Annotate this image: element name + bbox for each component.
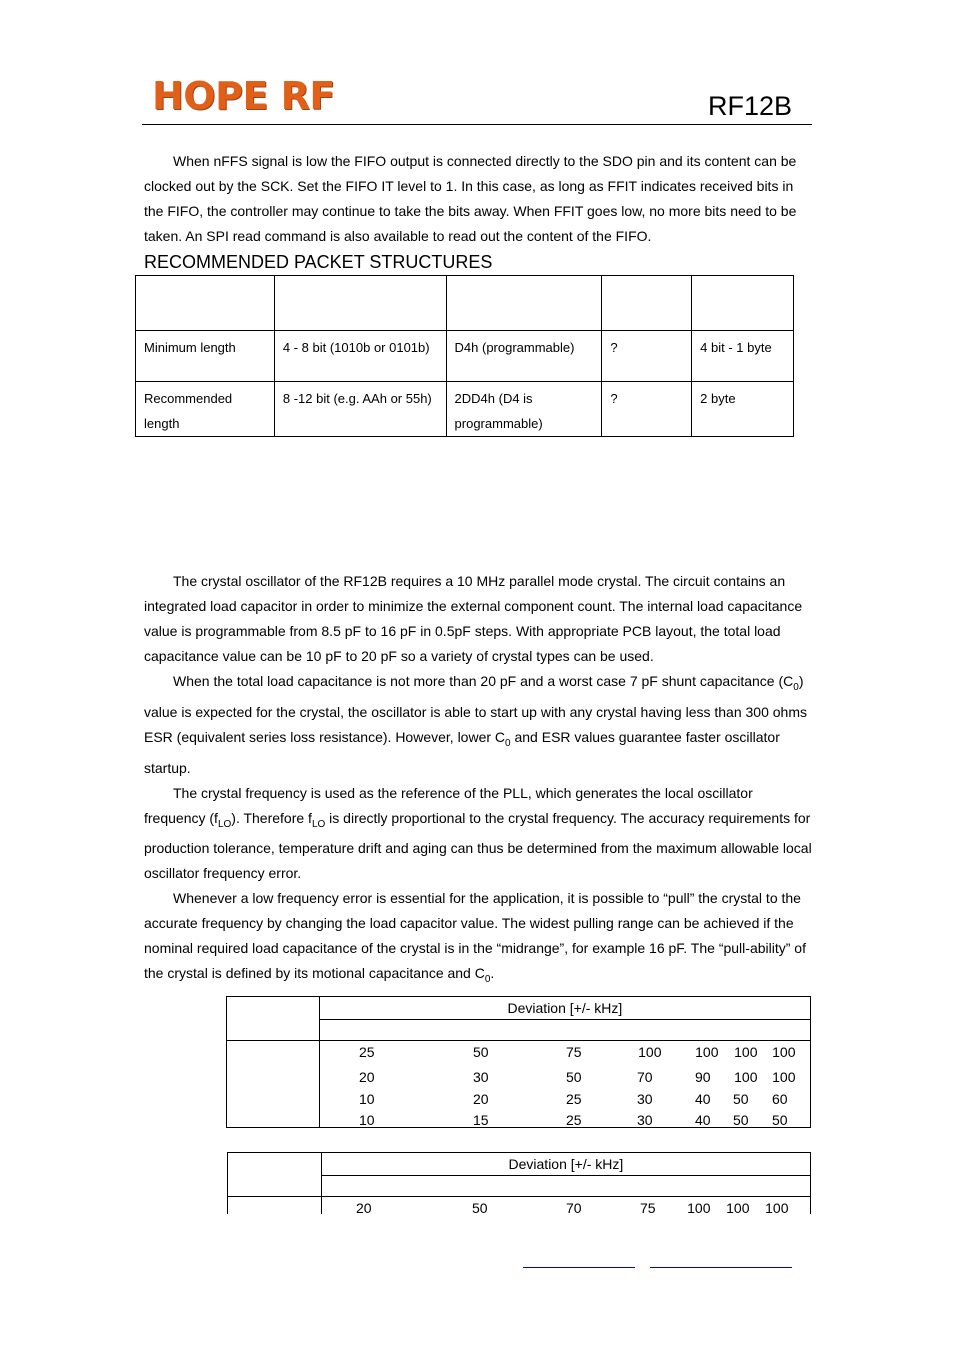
table-row: 10 15 25 30 40 50 50 [359, 1112, 788, 1128]
table-cell: 4 - 8 bit (1010b or 0101b) [274, 331, 446, 382]
deviation-table-1 [226, 996, 811, 1128]
deviation-caption: Deviation [+/- kHz] [319, 997, 810, 1020]
deviation-caption: Deviation [+/- kHz] [321, 1153, 810, 1176]
fifo-paragraph [144, 149, 812, 249]
table-cell: ? [602, 382, 692, 437]
header-cell [692, 276, 794, 331]
hope-rf-logo: HOPE RF [152, 74, 335, 118]
header-cell [274, 276, 446, 331]
blank-label-cell [228, 1197, 322, 1215]
deviation-values [319, 1041, 810, 1128]
table-row [136, 331, 794, 382]
table-cell: 2DD4h (D4 is programmable) [446, 382, 602, 437]
table-cell: 8 -12 bit (e.g. AAh or 55h) [274, 382, 446, 437]
table-cell: Recommended length [136, 382, 275, 437]
table-header-row [136, 276, 794, 331]
header-cell [602, 276, 692, 331]
deviation-values [321, 1197, 810, 1215]
document-title: RF12B [707, 91, 792, 121]
table-cell: D4h (programmable) [446, 331, 602, 382]
table-row: 20 30 50 70 90 100 100 [359, 1069, 796, 1085]
table-cell: 4 bit - 1 byte [692, 331, 794, 382]
crystal-paragraph-3: The crystal frequency is used as the reference of the PLL, which generates the local oscillator frequency $(f_{LO})$. Therefore $f_{LO}$ is directly proportional to the crystal frequency. The accuracy requirements for production tolerance, temperature drift and aging can thus be determined from the maximum allowable local oscillator frequency error. [144, 784, 812, 882]
table-row [136, 382, 794, 437]
deviation-table-2-clip [227, 1152, 811, 1214]
packet-structure-table [135, 275, 794, 437]
header-cell [136, 276, 275, 331]
crystal-paragraph-1: The crystal oscillator of the RF12B requires a 10 MHz parallel mode crystal. The circuit contains an integrated load capacitor in order to minimize the external component count. The internal load capacitance value is programmable from 8.5 pF to 16 pF in 0.5pF steps. With appropriate PCB layout, the total load capacitance value can be 10 pF to 20 pF so a variety of crystal types can be used. [144, 573, 803, 664]
blank-subheader-cell [321, 1176, 810, 1197]
deviation-table-2 [227, 1152, 811, 1214]
header-divider [142, 124, 812, 125]
blank-label-cell [227, 1041, 320, 1128]
table-cell: ? [602, 331, 692, 382]
table-row: 20 50 70 75 100 100 100 [356, 1200, 789, 1214]
footer-link-2[interactable] [650, 1267, 792, 1268]
crystal-paragraph-4: Whenever a low frequency error is essential for the application, it is possible to “pull” the crystal to the accurate frequency by changing the load capacitor value. The widest pulling range can be achieved if the nominal required load capacitance of the crystal is in the “midrange”, for example 16 pF. The “pull-ability” of the crystal is defined by its motional capacitance and $C_0$. [144, 890, 806, 986]
header-cell [446, 276, 602, 331]
packet-structures-heading: RECOMMENDED PACKET STRUCTURES [144, 252, 493, 272]
footer-link-1[interactable] [523, 1267, 635, 1268]
blank-label-cell [228, 1153, 322, 1197]
blank-label-cell [227, 997, 320, 1041]
blank-subheader-cell [319, 1020, 810, 1041]
table-row: 25 50 75 100 100 100 100 [359, 1044, 796, 1060]
table-cell: 2 byte [692, 382, 794, 437]
crystal-section [144, 569, 812, 992]
table-row: 10 20 25 30 40 50 60 [359, 1091, 788, 1107]
fifo-paragraph-text: When nFFS signal is low the FIFO output is connected directly to the SDO pin and its content can be clocked out by the SCK. Set the FIFO IT level to 1. In this case, as long as FFIT indicates received bits in the FIFO, the controller may continue to take the bits away. When FFIT goes low, no more bits need to be taken. An SPI read command is also available to read out the content of the FIFO. [144, 153, 797, 244]
table-cell: Minimum length [136, 331, 275, 382]
crystal-paragraph-2: When the total load capacitance is not more than 20 pF and a worst case 7 pF shunt capacitance $(C_0)$ value is expected for the crystal, the oscillator is able to start up with any crystal having less than 300 ohms ESR (equivalent series loss resistance). However, lower $C_0$ and ESR values guarantee faster oscillator startup. [144, 673, 807, 776]
